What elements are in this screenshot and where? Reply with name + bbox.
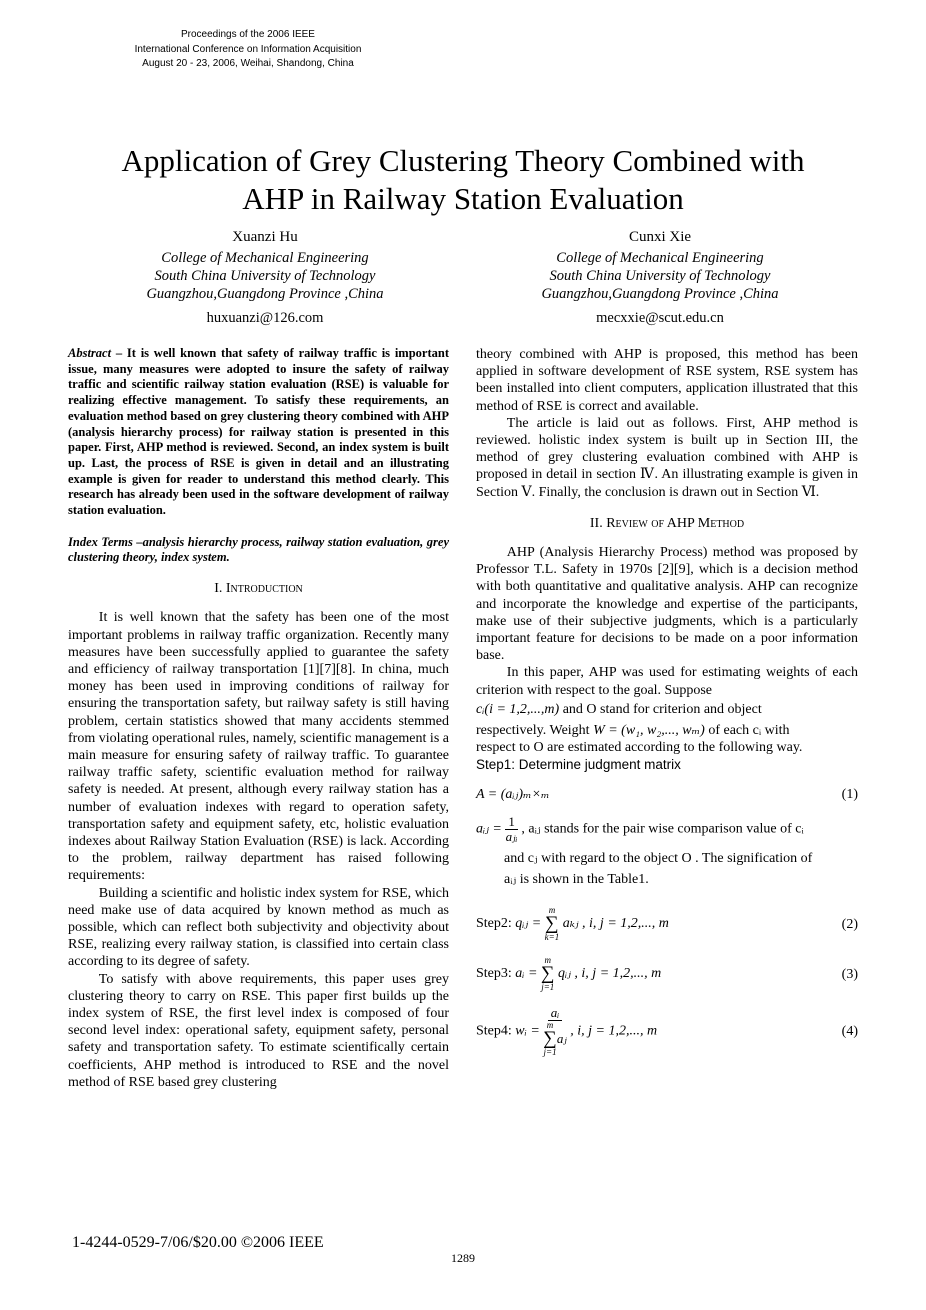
title-line-1: Application of Grey Clustering Theory Combined with (121, 143, 805, 178)
page-number: 1289 (451, 1251, 475, 1265)
aij-fraction: $\frac{1}{\text{aⱼᵢ}}$ (505, 813, 518, 844)
intro-paragraph: Building a scientific and holistic index system for RSE, which need make use of data acquired by known method as much as possible, which can reflect both subjectivity and objectivity about RSE, realizing every railway station, is classified into certain class according to its degree of safety. (68, 885, 449, 970)
conference-header (110, 28, 386, 72)
equation-3: Step3: aᵢ = m ∑ j=1 qᵢⱼ , i, j = 1,2,..., m (3) (476, 955, 858, 993)
conference-line-1: Proceedings of the 2006 IEEE (181, 29, 315, 40)
copyright-footer: 1-4244-0529-7/06/$20.00 ©2006 IEEE (72, 1234, 324, 1251)
respect-text: respect to O are estimated according to the following way. (476, 740, 803, 756)
conference-line-2: International Conference on Information Acquisition (134, 43, 362, 55)
author-location: Guangzhou,Guangdong Province ,China (541, 286, 779, 302)
body-paragraph: The article is laid out as follows. First, AHP method is reviewed. holistic index system is built up in Section III, the method of grey clustering evaluation combined with AHP is proposed in detail in section Ⅳ. An illustrating example is given in Section Ⅴ. Finally, the conclusion is drawn out in Section Ⅵ. (476, 415, 858, 500)
index-terms: Index Terms –analysis hierarchy process, railway station evaluation, grey clustering theory, index system. (68, 534, 449, 565)
equation-1-body: A = (aᵢⱼ)ₘ×ₘ (476, 786, 550, 802)
sum-symbol: m ∑ j=1 (540, 955, 555, 993)
aij-description: , aᵢⱼ stands for the pair wise comparison value of cᵢ (521, 821, 804, 837)
author-location: Guangzhou,Guangdong Province ,China (146, 286, 384, 302)
equation-2-number: (2) (841, 916, 858, 932)
author-department: College of Mechanical Engineering (556, 250, 764, 266)
equation-3-number: (3) (841, 966, 858, 982)
abstract (68, 346, 449, 519)
author-department: College of Mechanical Engineering (161, 250, 369, 266)
ci-definition: cᵢ(i = 1,2,...,m) (476, 701, 560, 717)
conference-line-3: August 20 - 23, 2006, Weihai, Shandong, China (142, 58, 354, 69)
aij-definition: aᵢⱼ = $\frac{1}{\text{aⱼᵢ}}$ , aᵢⱼ stands for the pair wise comparison value of cᵢ (476, 813, 804, 844)
step1-text: Step1: Determine judgment matrix (476, 757, 681, 773)
sum-symbol: m ∑ j=1 (543, 1020, 557, 1058)
abstract-label: Abstract (68, 346, 112, 360)
right-column (476, 346, 858, 1069)
equation-1-number: (1) (841, 786, 858, 802)
author-name: Xuanzi Hu (232, 229, 298, 245)
weight-vector: W = (w₁, w₂,..., wₘ) (593, 723, 705, 739)
equation-2: Step2: qᵢⱼ = m ∑ k=1 aₖⱼ , i, j = 1,2,..., m (2) (476, 905, 858, 943)
body-paragraph: theory combined with AHP is proposed, this method has been applied in software development of RSE system, RSE system has been installed into client computers, application illustrated that this method of RSE is correct and available. (476, 347, 858, 414)
author-name: Cunxi Xie (628, 229, 692, 245)
equation-4-number: (4) (841, 1024, 858, 1040)
intro-paragraph: It is well known that the safety has been one of the most important problems in railway traffic organization. Recently many measures have been successfully applied to guarantee the safety and efficiency of railway transportation [1][7][8]. In china, much money has been used in improving conditions of railway for ensuring the transportation safety, but railway safety is still having problem, certain statistics showed that many accidents stemmed from violating operational rules, namely, scientific management is a main measure for ensuring safety of railway traffic. To guarantee railway traffic safety, scientific evaluation method for railway safety is needed. At present, although every railway station has a number of evaluation indexes with regard to operation safety, transportation safety and equipment safety, etc, holistic evaluation indexes about Railway Station Evaluation (RSE) is lack. According to the problem, railway department has raised following requirements: (68, 610, 449, 884)
left-column (68, 346, 449, 1091)
body-paragraph: AHP (Analysis Hierarchy Process) method was proposed by Professor T.L. Safety in 1970s [2][9], which is a decision method with both quantitative and qualitative analysis. AHP can recognize and incorporate the knowledge and expertise of the participants, make use of their subjective judgments, which is a particularly important feature for decisions to be made on a poor information base. (476, 545, 858, 664)
author-block-1 (110, 228, 420, 327)
weight-fraction: aᵢ m ∑ j=1 aⱼ (543, 1005, 567, 1058)
section-heading-ahp-review: II. Review of AHP Method (589, 515, 745, 531)
weight-definition: respectively. Weight W = (w₁, w₂,..., wₘ) of each cᵢ with (476, 723, 790, 739)
sum-symbol: m ∑ k=1 (544, 905, 560, 943)
paper-title (60, 142, 866, 218)
intro-paragraph: To satisfy with above requirements, this paper uses grey clustering theory to carry on RSE. This paper first builds up the index system of RSE, the first level index is composed of four second level index: operational safety, equipment safety, personal safety and transportation safety. To estimate scientifically certain coefficients, AHP method is introduced to RSE and the novel method of RSE based grey clustering (68, 971, 449, 1090)
author-email: mecxxie@scut.edu.cn (596, 310, 724, 326)
aij-description-2: and cⱼ with regard to the object O . The signification of (504, 850, 813, 866)
title-line-2: AHP in Railway Station Evaluation (242, 181, 684, 216)
author-email: huxuanzi@126.com (206, 310, 324, 326)
author-block-2 (505, 228, 815, 327)
equation-1 (476, 786, 858, 803)
and-o-text: and O stand for criterion and object (559, 701, 762, 717)
aij-description-3: aᵢⱼ is shown in the Table1. (504, 872, 649, 888)
section-heading-introduction: I. Introduction (214, 581, 303, 597)
abstract-text: – It is well known that safety of railway traffic is important issue, many measures were adopted to insure the safety of railway traffic and scientific railway station evaluation (RSE) is valuable for realizing effective management. To satisfy these requirements, an evaluation method based on grey clustering theory combined with AHP (analysis hierarchy process) for railway station is presented in this paper. First, AHP method is reviewed. Second, an index system is built up. Last, the process of RSE is given in detail and an illustrating example is given for reader to understand this method clearly. This research has already been used in the software development of railway station evaluation. (68, 346, 449, 518)
criterion-definition (476, 701, 858, 718)
equation-4: Step4: wᵢ = aᵢ m ∑ j=1 aⱼ , i, j = 1,2,..., m (4) (476, 1005, 858, 1058)
body-paragraph: In this paper, AHP was used for estimating weights of each criterion with respect to the goal. Suppose (476, 665, 858, 698)
author-university: South China University of Technology (154, 268, 376, 284)
author-university: South China University of Technology (549, 268, 771, 284)
